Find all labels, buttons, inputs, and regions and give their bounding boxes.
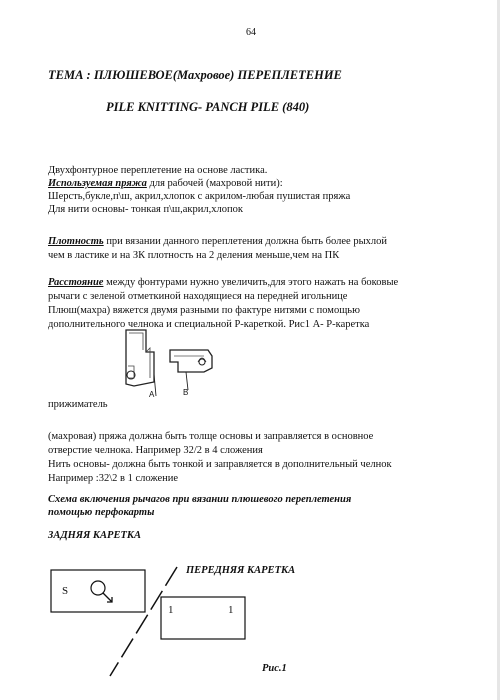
topic-subtitle: PILE KNITTING- PANCH PILE (840): [106, 100, 310, 114]
figure-label-b: B: [183, 388, 189, 397]
rear-carriage-label: ЗАДНЯЯ КАРЕТКА: [48, 530, 142, 541]
base-yarn-line: Для нити основы- тонкая п\ш,акрил,хлопок: [48, 204, 243, 215]
lever-circle-icon: [91, 581, 105, 595]
yarn-note-line-4: Например :32\2 в 1 сложение: [48, 473, 179, 484]
intro-line: Двухфонтурное переплетение на основе ластика.: [48, 165, 268, 176]
page-number: 64: [246, 27, 256, 38]
presser-caption: прижиматель: [48, 399, 108, 410]
distance-line-2: рычаги с зеленой отметкиной находящиеся на передней игольнице: [48, 291, 348, 302]
scheme-heading-line-2: помощью перфокарты: [48, 507, 155, 518]
scheme-heading-line-1: Схема включения рычагов при вязании плюшевого переплетения: [48, 494, 352, 505]
yarn-note-line-1: (махровая) пряжа должна быть толще основы и заправляется в основное: [48, 431, 374, 442]
density-heading: Плотность: [48, 236, 104, 247]
distance-heading: Расстояние: [48, 277, 104, 288]
density-rest: при вязании данного переплетения должна быть более рыхлой: [103, 236, 387, 247]
figure-caption: Рис.1: [262, 663, 287, 674]
distance-line-4: дополнительного челнока и специальной Р-кареткой. Рис1 А- Р-каретка: [48, 319, 370, 330]
front-box-right-number: 1: [228, 604, 234, 616]
diagonal-divider: [110, 567, 177, 676]
figure-label-a: A: [149, 390, 155, 399]
front-carriage-label: ПЕРЕДНЯЯ КАРЕТКА: [186, 565, 296, 576]
yarn-note-line-3: Нить основы- должна быть тонкой и заправляется в дополнительный челнок: [48, 459, 392, 470]
topic-title: ТЕМА : ПЛЮШЕВОЕ(Махровое) ПЕРЕПЛЕТЕНИЕ: [48, 68, 342, 82]
density-line-2: чем в ластике и на ЗК плотность на 2 деления меньше,чем на ПК: [48, 250, 340, 261]
yarn-types-line: Шерсть,букле,п\ш, акрил,хлопок с акрилом-любая пушистая пряжа: [48, 191, 351, 202]
distance-rest: между фонтурами нужно увеличить,для этого нажать на боковые: [103, 277, 399, 288]
yarn-note-line-2: отверстие челнока. Например 32/2 в 4 сложения: [48, 445, 263, 456]
front-box-left-number: 1: [168, 604, 174, 616]
yarn-heading: Используемая пряжа: [48, 178, 147, 189]
distance-line-3: Плюш(махра) вяжется двумя разными по фактуре нитями с помощью: [48, 305, 360, 316]
yarn-heading-rest: для рабочей (махровой нити):: [146, 178, 283, 189]
s-label: S: [62, 585, 69, 597]
